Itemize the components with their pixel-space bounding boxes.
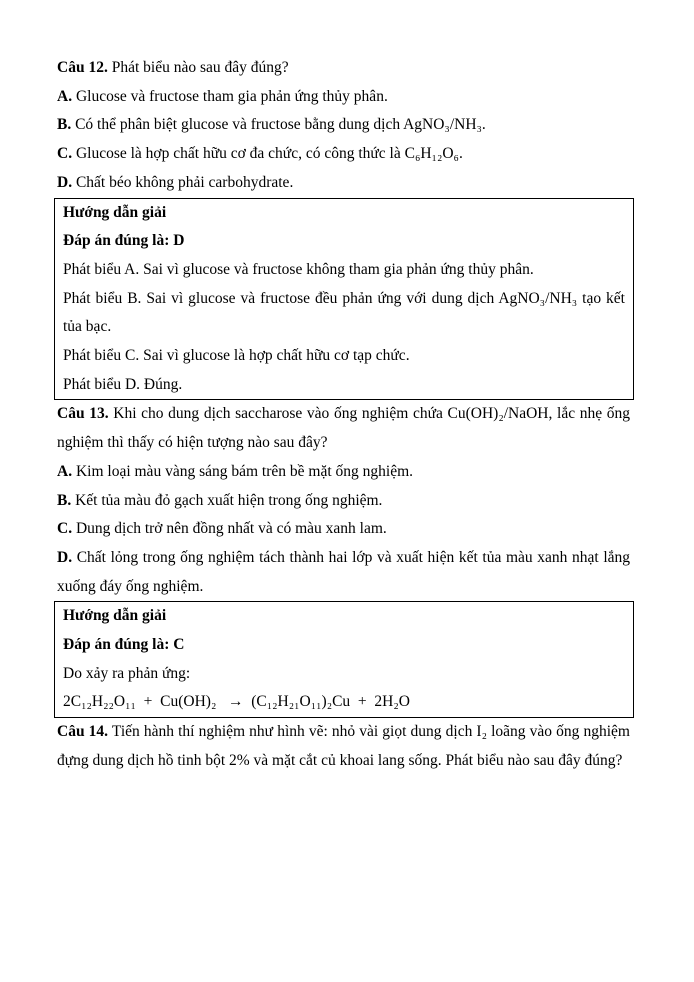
question-13-stem-line [54, 400, 634, 457]
question-12 [54, 54, 634, 400]
option-letter: C. [57, 520, 73, 538]
option-text: Glucose là hợp chất hữu cơ đa chức, có công thức là C₆H₁₂O₆. [75, 145, 463, 163]
option-text: Có thể phân biệt glucose và fructose bằng dung dịch AgNO₃/NH₃. [75, 116, 486, 134]
question-13-stem: Khi cho dung dịch saccharose vào ống nghiệm chứa Cu(OH)₂/NaOH, lắc nhẹ ống nghiệm thì thấy có hiện tượng nào sau đây? [57, 405, 631, 452]
solution-note: Do xảy ra phản ứng: [63, 664, 191, 682]
option-letter: A. [57, 87, 73, 105]
question-12-stem: Phát biểu nào sau đây đúng? [111, 59, 289, 76]
option-text: Dung dịch trở nên đồng nhất và có màu xanh lam. [75, 520, 387, 538]
solution-header: Hướng dẫn giải [63, 607, 167, 625]
option-text: Glucose và fructose tham gia phản ứng thủy phân. [75, 87, 388, 105]
question-12-option-b [54, 111, 634, 140]
chemical-equation: 2C₁₂H₂₂O₁₁ + Cu(OH)₂ → (C₁₂H₂₁O₁₁)₂Cu + 2H₂O [63, 693, 410, 711]
question-13-option-a [54, 458, 634, 487]
solution-header: Hướng dẫn giải [63, 203, 167, 221]
question-12-option-a [54, 83, 634, 112]
answer-line: Đáp án đúng là: D [63, 232, 185, 250]
solution-line-a: Phát biểu A. Sai vì glucose và fructose không tham gia phản ứng thủy phân. [63, 260, 534, 278]
option-text: Chất lỏng trong ống nghiệm tách thành hai lớp và xuất hiện kết tủa màu xanh nhạt lắng xuống đáy ống nghiệm. [57, 548, 631, 595]
question-12-option-c [54, 140, 634, 169]
question-13-option-d [54, 544, 634, 601]
question-12-option-d [54, 169, 634, 198]
option-letter: A. [57, 462, 73, 480]
question-14-stem-line [54, 718, 634, 775]
answer-line: Đáp án đúng là: C [63, 636, 185, 654]
option-text: Kết tủa màu đỏ gạch xuất hiện trong ống nghiệm. [75, 491, 383, 509]
question-14-label: Câu 14. [57, 723, 109, 741]
option-text: Chất béo không phải carbohydrate. [75, 173, 294, 191]
question-13 [54, 400, 634, 718]
solution-line-d: Phát biểu D. Đúng. [63, 375, 183, 393]
question-14 [54, 718, 634, 775]
solution-box-12 [54, 198, 634, 401]
solution-line-c: Phát biểu C. Sai vì glucose là hợp chất hữu cơ tạp chức. [63, 347, 410, 365]
solution-line-b: Phát biểu B. Sai vì glucose và fructose đều phản ứng với dung dịch AgNO₃/NH₃ tạo kết tủa bạc. [63, 289, 625, 336]
option-letter: C. [57, 145, 73, 163]
option-letter: B. [57, 491, 72, 509]
solution-box-13 [54, 601, 634, 718]
option-letter: B. [57, 116, 72, 134]
question-13-option-c [54, 515, 634, 544]
option-letter: D. [57, 173, 73, 191]
question-12-label: Câu 12. [57, 59, 108, 76]
option-text: Kim loại màu vàng sáng bám trên bề mặt ống nghiệm. [75, 462, 414, 480]
question-14-stem: Tiến hành thí nghiệm như hình vẽ: nhỏ vài giọt dung dịch I₂ loãng vào ống nghiệm đựng dung dịch hồ tinh bột 2% và mặt cắt củ khoai lang sống. Phát biểu nào sau đây đúng? [57, 723, 630, 769]
option-letter: D. [57, 548, 73, 566]
question-13-option-b [54, 487, 634, 516]
question-12-stem-line [54, 54, 634, 83]
question-13-label: Câu 13. [57, 405, 109, 423]
